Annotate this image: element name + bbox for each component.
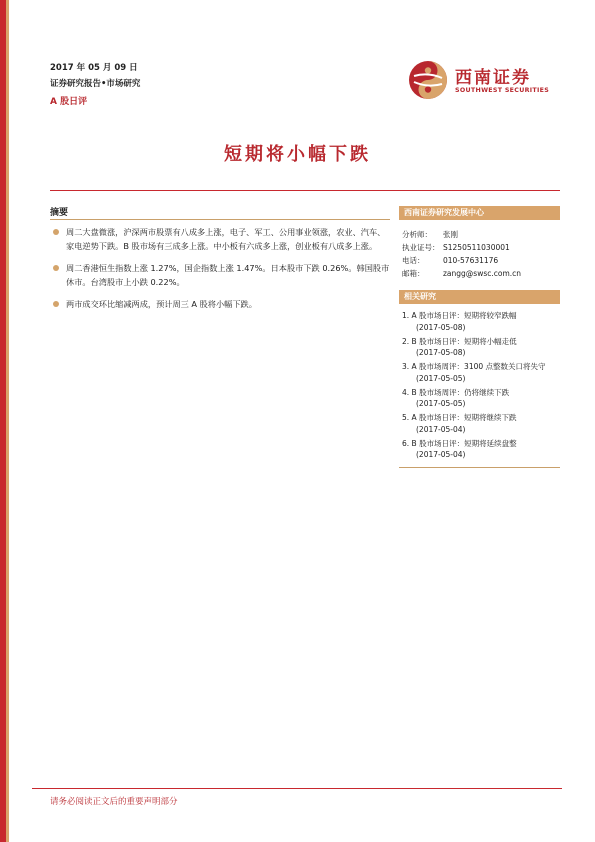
related-date: (2017-05-04) <box>416 424 466 434</box>
research-center-header: 西南证券研究发展中心 <box>399 206 560 220</box>
analyst-name-row <box>402 228 560 241</box>
analyst-name-label: 分析师： <box>402 230 432 239</box>
analyst-name: 张刚 <box>443 230 458 239</box>
summary-heading: 摘要 <box>50 208 69 218</box>
related-research-item[interactable] <box>399 361 560 384</box>
company-logo <box>408 58 558 104</box>
logo-chinese-name: 西南证券 <box>455 68 531 88</box>
analyst-license: S1250511030001 <box>443 243 510 252</box>
related-research-item[interactable] <box>399 336 560 359</box>
related-title: 3. A 股市场周评：3100 点整数关口将失守 <box>402 362 546 371</box>
related-research-item[interactable] <box>399 438 560 461</box>
footer-notice: 请务必阅读正文后的重要声明部分 <box>50 797 178 807</box>
related-research-header: 相关研究 <box>399 290 560 304</box>
left-decorative-stripe <box>0 0 12 842</box>
bullet-dot-icon <box>53 265 59 271</box>
summary-bullet <box>50 226 390 253</box>
title-divider <box>50 190 560 191</box>
related-research-item[interactable] <box>399 412 560 435</box>
related-title: 4. B 股市场周评：仍将继续下跌 <box>402 387 510 397</box>
sidebar-divider <box>399 467 560 468</box>
summary-bullet-text: 周二大盘微涨，沪深两市股票有八成多上涨，电子、军工、公用事业领涨，农业、汽车、家电逆势下跌。B 股市场有三成多上涨。中小板有六成多上涨，创业板有八成多上涨。 <box>66 227 386 251</box>
summary-bullet <box>50 262 390 289</box>
sidebar <box>399 206 560 468</box>
report-date: 2017 年 05 月 09 日 <box>50 63 138 73</box>
bullet-dot-icon <box>53 229 59 235</box>
summary-bullet-text: 周二香港恒生指数上涨 1.27%，国企指数上涨 1.47%。日本股市下跌 0.26%。韩国股市休市。台湾股市上小跌 0.22%。 <box>66 263 390 287</box>
page-title: 短期将小幅下跌 <box>224 144 371 165</box>
analyst-license-label: 执业证号： <box>402 243 440 252</box>
related-date: (2017-05-05) <box>416 373 466 383</box>
report-type: 证券研究报告•市场研究 <box>50 79 141 89</box>
related-date: (2017-05-08) <box>416 322 466 332</box>
related-research-item[interactable] <box>399 387 560 410</box>
logo-emblem-icon <box>408 60 448 100</box>
footer-divider <box>32 788 562 789</box>
related-date: (2017-05-08) <box>416 348 466 357</box>
related-title: 2. B 股市场日评：短期将小幅走低 <box>402 336 517 346</box>
gold-stripe <box>6 0 9 842</box>
summary-divider <box>50 219 390 220</box>
related-research-item[interactable] <box>399 310 560 333</box>
analyst-phone-row <box>402 254 560 267</box>
summary-list <box>50 226 390 321</box>
bullet-dot-icon <box>53 301 59 307</box>
related-title: 1. A 股市场日评：短期将较窄跌幅 <box>402 311 517 320</box>
related-title: 6. B 股市场日评：短期将延续盘整 <box>402 438 517 448</box>
analyst-info <box>399 228 560 280</box>
analyst-email[interactable]: zangg@swsc.com.cn <box>443 269 522 278</box>
related-date: (2017-05-04) <box>416 450 466 459</box>
analyst-phone-label: 电话： <box>402 256 425 265</box>
related-date: (2017-05-05) <box>416 399 466 408</box>
logo-english-name: SOUTHWEST SECURITIES <box>455 87 550 94</box>
summary-bullet-text: 两市成交环比缩减两成，预计周三 A 股将小幅下跌。 <box>66 299 257 309</box>
analyst-email-row <box>402 267 560 280</box>
summary-bullet <box>50 298 390 312</box>
analyst-license-row <box>402 241 560 254</box>
related-research-list <box>399 310 560 461</box>
related-title: 5. A 股市场日评：短期将继续下跌 <box>402 413 517 422</box>
analyst-phone: 010-57631176 <box>443 256 499 265</box>
analyst-email-label: 邮箱： <box>402 269 425 278</box>
report-subtitle: A 股日评 <box>50 97 88 107</box>
